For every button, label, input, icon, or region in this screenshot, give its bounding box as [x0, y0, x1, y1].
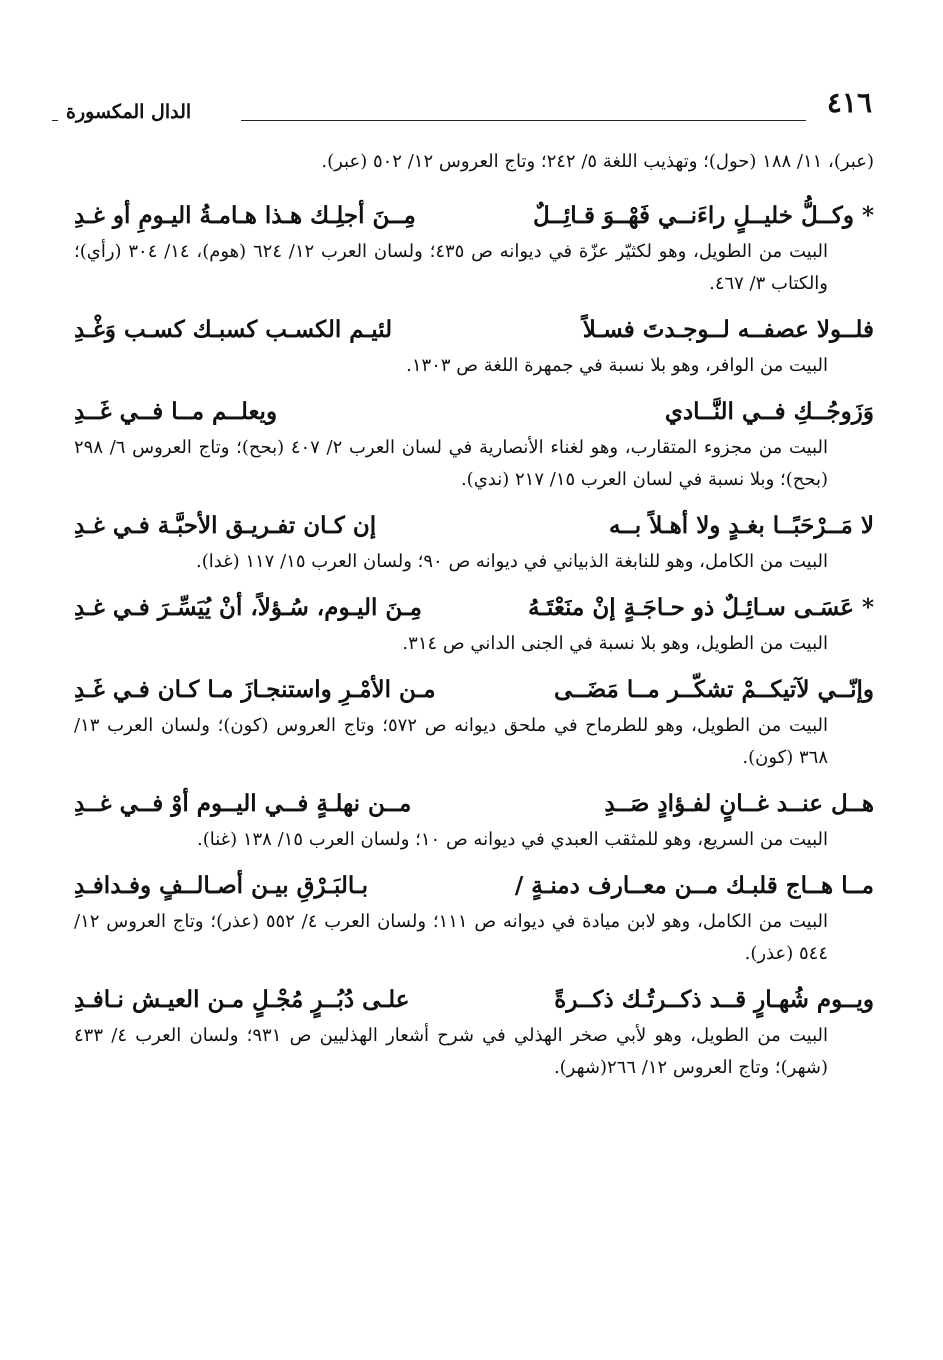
- first-hemistich: هــل عنــد غــانٍ لفـؤادٍ صَــدِ: [604, 790, 874, 817]
- verse-entry: [74, 784, 874, 856]
- first-hemistich: مــا هــاج قلبـك مــن معــارف دمنـةٍ /: [514, 872, 874, 899]
- first-hemistich: فلــولا عصفــه لــوجـدتَ فسـلاً: [582, 316, 874, 343]
- verse-line: [74, 392, 874, 432]
- verse-line: [74, 784, 874, 824]
- header-rule: [241, 120, 806, 121]
- first-hemistich: لا مَــرْحَبًــا بغـدٍ ولا أهـلاً بــه: [608, 512, 874, 539]
- second-hemistich: بـالبَـرْقِ بيـن أصـالــفٍ وفـدافـدِ: [74, 872, 369, 899]
- verse-line: [74, 196, 874, 236]
- verse-line: [74, 506, 874, 546]
- first-hemistich: وإنّــي لآتيكــمْ تشكّــر مــا مَضَــى: [553, 676, 874, 703]
- verse-entry: [74, 866, 874, 970]
- citation-note: البيت من الكامل، وهو للنابغة الذبياني في ديوانه ص ٩٠؛ ولسان العرب ١٥/ ١١٧ (غدا).: [195, 551, 828, 572]
- verse-entry: [74, 310, 874, 382]
- verse-line: [74, 588, 874, 628]
- page-number: ٤١٦: [826, 86, 872, 119]
- second-hemistich: لئيـم الكسـب كسبـك كسـب وَغْـدِ: [74, 316, 393, 343]
- continued-reference: (عبر)، ١١/ ١٨٨ (حول)؛ وتهذيب اللغة ٥/ ٢٤٢؛ وتاج العروس ١٢/ ٥٠٢ (عبر).: [321, 151, 874, 172]
- citation-note: البيت من الكامل، وهو لابن ميادة في ديوانه ص ١١١؛ ولسان العرب ٤/ ٥٥٢ (عذر)؛ وتاج العروس ١٢/ ٥٤٤ (عذر).: [74, 911, 828, 964]
- verse-line: [74, 670, 874, 710]
- second-hemistich: علـى دُبُــرٍ مُجْـلٍ مـن العيـش نـافـدِ: [74, 986, 410, 1013]
- second-hemistich: مِــنَ أجلِـك هـذا هـامـةُ اليـومِ أو غـدِ: [74, 202, 416, 229]
- verse-entry: [74, 392, 874, 496]
- citation-note: البيت من الطويل، وهو بلا نسبة في الجنى الداني ص ٣١٤.: [402, 633, 828, 654]
- verse-entry: [74, 670, 874, 774]
- second-hemistich: مـن الأمْـرِ واستنجـازَ مـا كـان فـي غَـدِ: [74, 676, 436, 703]
- verse-line: [74, 310, 874, 350]
- first-hemistich: * وكــلُّ خليــلٍ راءَنــي فَهْــوَ قـائِــلٌ: [532, 202, 874, 229]
- verse-entry: [74, 196, 874, 300]
- verse-line: [74, 866, 874, 906]
- verse-line: [74, 980, 874, 1020]
- verse-entry: [74, 588, 874, 660]
- citation-note: البيت من الطويل، وهو للطرماح في ملحق ديوانه ص ٥٧٢؛ وتاج العروس (كون)؛ ولسان العرب ١٣/ ٣٦٨ (كون).: [74, 715, 828, 768]
- first-hemistich: ويــوم شُهـارٍ قــد ذكــرتُـك ذكــرةً: [554, 986, 874, 1013]
- verse-entry: [74, 980, 874, 1084]
- citation-note: البيت من الطويل، وهو لأبي صخر الهذلي في شرح أشعار الهذليين ص ٩٣١؛ ولسان العرب ٤/ ٤٣٣ (شهر)؛ وتاج العروس ١٢/ ٢٦٦(شهر).: [74, 1025, 828, 1078]
- citation-note: البيت من السريع، وهو للمثقب العبدي في ديوانه ص ١٠؛ ولسان العرب ١٥/ ١٣٨ (غنا).: [197, 829, 828, 850]
- second-hemistich: مــن نهلـةٍ فــي اليــوم أوْ فــي غــدِ: [74, 790, 412, 817]
- citation-note: البيت من الوافر، وهو بلا نسبة في جمهرة اللغة ص ١٣٠٣.: [406, 355, 828, 376]
- citation-note: البيت من الطويل، وهو لكثيّر عزّة في ديوانه ص ٤٣٥؛ ولسان العرب ١٢/ ٦٢٤ (هوم)، ١٤/ ٣٠٤ (رأي)؛ والكتاب ٣/ ٤٦٧.: [74, 241, 829, 294]
- citation-note: البيت من مجزوء المتقارب، وهو لغناء الأنصارية في لسان العرب ٢/ ٤٠٧ (بحح)؛ وتاج العروس ٦/ ٢٩٨ (بحح)؛ وبلا نسبة في لسان العرب ١٥/ ٢١٧ (ندي).: [74, 437, 828, 490]
- second-hemistich: ويعلــم مــا فــي غَــدِ: [74, 398, 278, 425]
- second-hemistich: مِـنَ اليـوم، سُـؤلاً، أنْ يُيَسِّـرَ فـي غـدِ: [74, 594, 422, 621]
- page-header: [52, 86, 872, 126]
- first-hemistich: * عَسَـى سـائِـلٌ ذو حـاجَـةٍ إنْ منَعْتَـهُ: [527, 594, 874, 621]
- verse-entry: [74, 506, 874, 578]
- first-hemistich: وَزَوجُــكِ فــي النَّــادي: [664, 398, 874, 425]
- second-hemistich: إن كـان تفـريـق الأحبَّـة فـي غـدِ: [74, 512, 377, 539]
- running-title: الدال المكسورة: [58, 101, 199, 123]
- page-content: [74, 146, 874, 1084]
